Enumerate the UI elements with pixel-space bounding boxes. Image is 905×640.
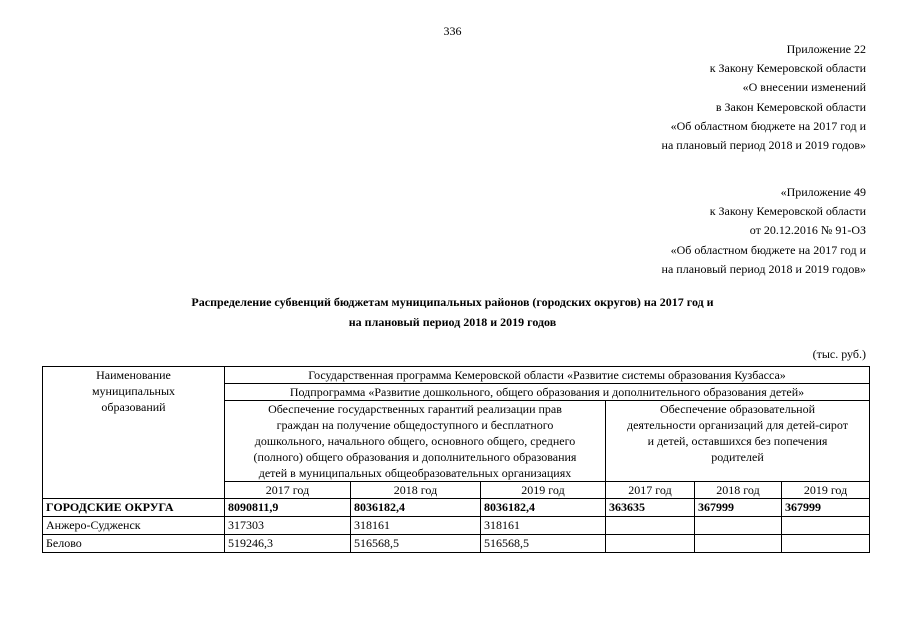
- appendix-line: «Об областном бюджете на 2017 год и: [670, 242, 866, 257]
- header-line: муниципальных: [91, 384, 176, 398]
- group-line: граждан на получение общедоступного и бесплатного: [276, 418, 554, 432]
- value-cell: 367999: [695, 499, 782, 517]
- header-line: образований: [101, 400, 166, 414]
- appendix-22-header: [662, 40, 866, 155]
- subprogram-header: Подпрограмма «Развитие дошкольного, общего образования и дополнительного образования детей»: [225, 384, 870, 401]
- table-row: [43, 499, 870, 517]
- year-header: 2017 год: [606, 482, 695, 499]
- value-cell: [695, 517, 782, 535]
- value-cell: [695, 535, 782, 553]
- group-line: (полного) общего образования и дополнительного образования: [253, 450, 577, 464]
- header-line: Наименование: [96, 368, 171, 382]
- group2-header: [606, 401, 870, 482]
- row-name: ГОРОДСКИЕ ОКРУГА: [43, 499, 225, 517]
- value-cell: 317303: [225, 517, 351, 535]
- group-line: Обеспечение образовательной: [659, 402, 816, 416]
- value-cell: 318161: [351, 517, 481, 535]
- value-cell: 516568,5: [351, 535, 481, 553]
- program-header: Государственная программа Кемеровской области «Развитие системы образования Кузбасса»: [225, 367, 870, 384]
- group-line: деятельности организаций для детей-сирот: [627, 418, 848, 432]
- table-row: [43, 535, 870, 553]
- name-column-header: [43, 367, 225, 499]
- row-name: Белово: [43, 535, 225, 553]
- subvention-table: [42, 366, 870, 553]
- value-cell: [782, 517, 870, 535]
- value-cell: 8036182,4: [481, 499, 606, 517]
- group-line: детей в муниципальных общеобразовательных организациях: [258, 466, 572, 480]
- value-cell: 367999: [782, 499, 870, 517]
- title-line: на плановый период 2018 и 2019 годов: [348, 315, 557, 329]
- units-label: (тыс. руб.): [812, 347, 866, 361]
- group-line: и детей, оставшихся без попечения: [647, 434, 828, 448]
- year-header: 2018 год: [695, 482, 782, 499]
- appendix-line: к Закону Кемеровской области: [709, 204, 866, 219]
- title-line: Распределение субвенций бюджетам муниципальных районов (городских округов) на 2017 год и: [191, 295, 714, 309]
- value-cell: 8036182,4: [351, 499, 481, 517]
- appendix-line: в Закон Кемеровской области: [715, 99, 866, 114]
- value-cell: [606, 517, 695, 535]
- value-cell: 8090811,9: [225, 499, 351, 517]
- group1-header: [225, 401, 606, 482]
- year-header: 2019 год: [481, 482, 606, 499]
- value-cell: [782, 535, 870, 553]
- appendix-line: Приложение 22: [786, 42, 866, 56]
- appendix-line: «Приложение 49: [780, 185, 866, 199]
- value-cell: 363635: [606, 499, 695, 517]
- group-line: Обеспечение государственных гарантий реализации прав: [268, 402, 562, 416]
- appendix-line: «О внесении изменений: [742, 80, 866, 95]
- group-line: родителей: [711, 450, 764, 464]
- appendix-line: к Закону Кемеровской области: [709, 61, 866, 76]
- group-line: дошкольного, начального общего, основного общего, среднего: [254, 434, 576, 448]
- appendix-line: «Об областном бюджете на 2017 год и: [670, 118, 866, 133]
- document-title: [0, 292, 905, 332]
- row-name: Анжеро-Судженск: [43, 517, 225, 535]
- appendix-line: на плановый период 2018 и 2019 годов»: [661, 138, 866, 153]
- year-header: 2018 год: [351, 482, 481, 499]
- year-header: 2017 год: [225, 482, 351, 499]
- table-row: [43, 517, 870, 535]
- page-number: 336: [443, 24, 462, 38]
- value-cell: [606, 535, 695, 553]
- appendix-49-header: [662, 183, 866, 279]
- value-cell: 519246,3: [225, 535, 351, 553]
- value-cell: 516568,5: [481, 535, 606, 553]
- appendix-line: от 20.12.2016 № 91-ОЗ: [749, 223, 866, 238]
- value-cell: 318161: [481, 517, 606, 535]
- year-header: 2019 год: [782, 482, 870, 499]
- appendix-line: на плановый период 2018 и 2019 годов»: [661, 261, 866, 276]
